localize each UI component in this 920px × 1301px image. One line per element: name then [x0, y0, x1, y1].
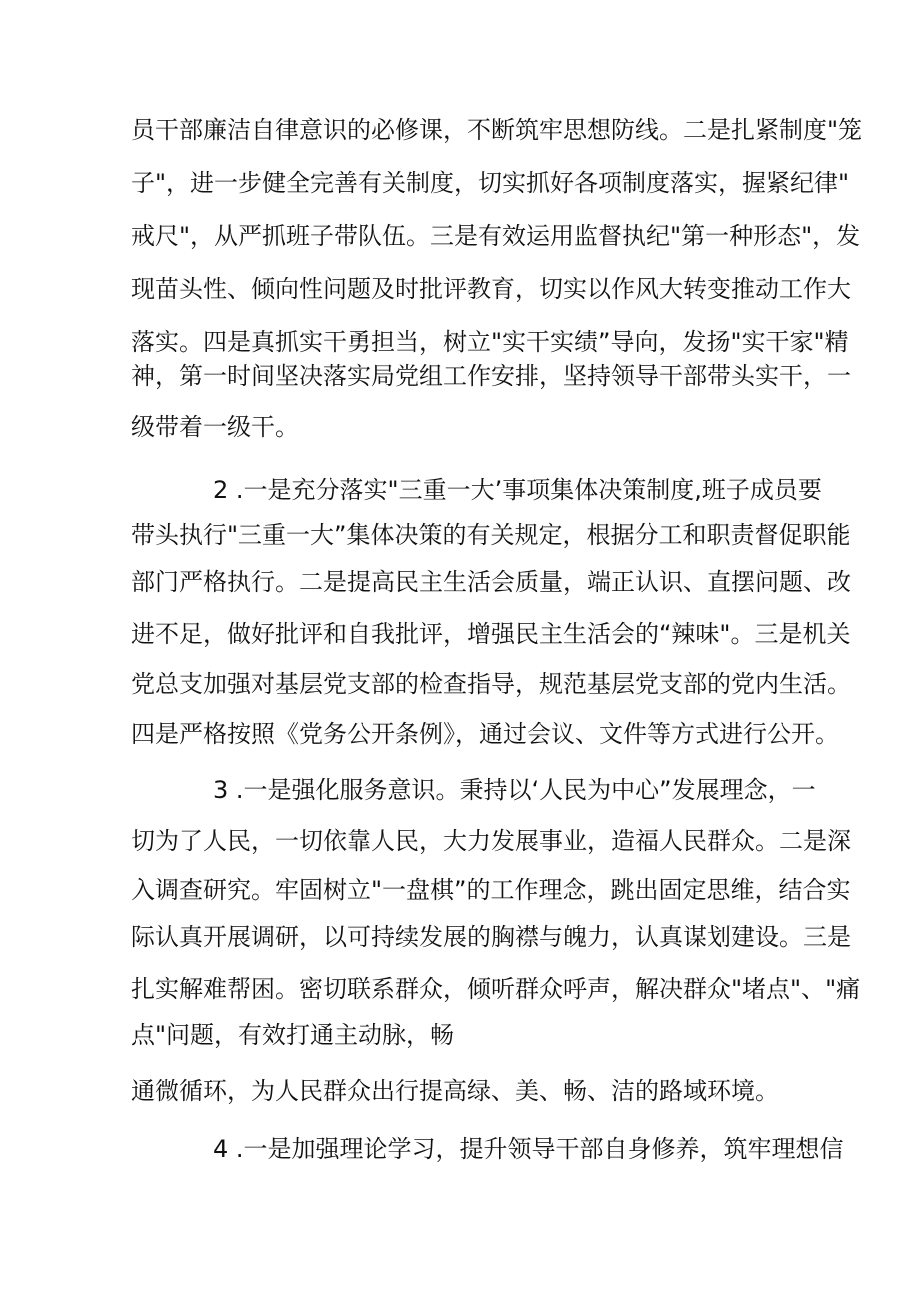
paragraph-1-line-6: 神，第一时间坚决落实局党组工作安排，坚持领导干部带头实干，一 — [131, 362, 851, 390]
paragraph-2-line-5: 党总支加强对基层党支部的检查指导，规范基层党支部的党内生活。 — [131, 670, 851, 698]
paragraph-1-line-4: 现苗头性、倾向性问题及时批评教育，切实以作风大转变推动工作大 — [131, 275, 851, 303]
paragraph-4-line-1: 4 .一是加强理论学习，提升领导干部自身修养，筑牢理想信 — [213, 1135, 844, 1163]
paragraph-1-line-1: 员干部廉洁自律意识的必修课，不断筑牢思想防线。二是扎紧制度"笼 — [131, 116, 863, 144]
paragraph-1-line-5: 落实。四是真抓实干勇担当，树立"实干实绩”导向，发扬"实干家"精 — [131, 328, 849, 356]
paragraph-3-line-3: 入调查研究。牢固树立"一盘棋”的工作理念，跳出固定思维，结合实 — [131, 876, 851, 904]
paragraph-2-line-6: 四是严格按照《党务公开条例》，通过会议、文件等方式进行公开。 — [131, 720, 839, 748]
paragraph-3-line-1: 3 .一是强化服务意识。秉持以‘人民为中心”发展理念，一 — [213, 776, 816, 804]
paragraph-1-line-7: 级带着一级干。 — [131, 413, 299, 441]
paragraph-3-line-4: 际认真开展调研，以可持续发展的胸襟与魄力，认真谋划建设。三是 — [131, 923, 851, 951]
paragraph-3-line-2: 切为了人民，一切依靠人民，大力发展事业，造福人民群众。二是深 — [131, 827, 851, 855]
paragraph-3-line-7: 通微循环，为人民群众出行提高绿、美、畅、洁的路域环境。 — [131, 1077, 779, 1105]
paragraph-2-line-2: 带头执行"三重一大”集体决策的有关规定，根据分工和职责督促职能 — [131, 521, 851, 549]
paragraph-2-line-4: 进不足，做好批评和自我批评，增强民主生活会的“辣味"。三是机关 — [131, 620, 851, 648]
paragraph-3-line-5: 扎实解难帮困。密切联系群众，倾听群众呼声，解决群众"堵点"、"痛 — [131, 975, 861, 1003]
paragraph-3-line-6: 点"问题，有效打通主动脉，畅 — [131, 1021, 455, 1049]
paragraph-2-line-3: 部门严格执行。二是提高民主生活会质量，端正认识、直摆问题、改 — [131, 568, 851, 596]
paragraph-1-line-3: 戒尺"，从严抓班子带队伍。三是有效运用监督执纪"第一种形态"，发 — [131, 222, 861, 250]
paragraph-1-line-2: 子"，进一步健全完善有关制度，切实抓好各项制度落实，握紧纪律" — [131, 169, 850, 197]
paragraph-2-line-1: 2 .一是充分落实"三重一大’事项集体决策制度,班子成员要 — [213, 476, 822, 504]
